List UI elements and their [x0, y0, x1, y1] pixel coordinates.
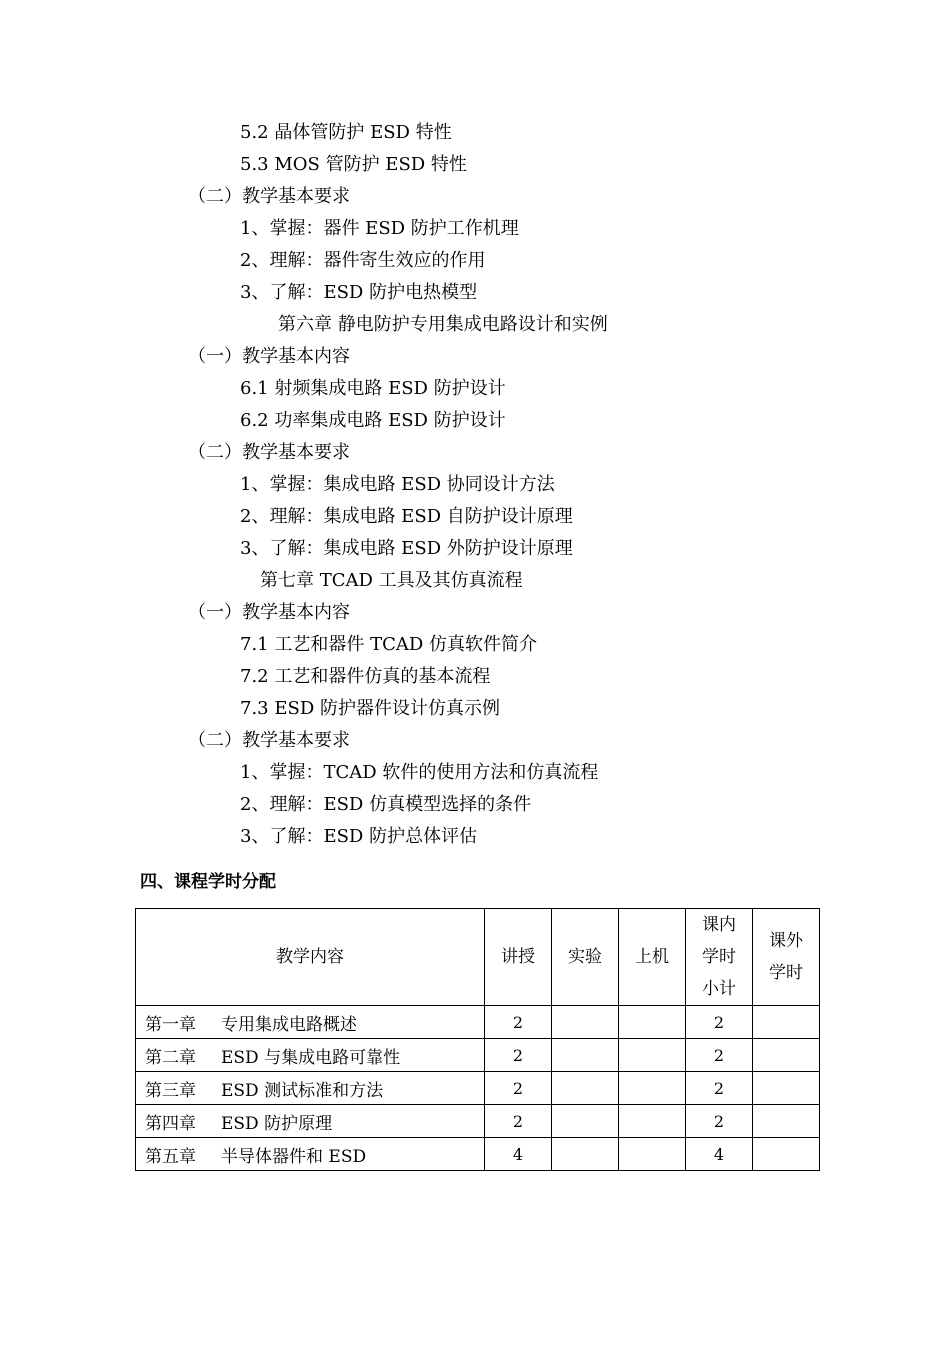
- requirement-item: 2、理解：集成电路 ESD 自防护设计原理: [240, 506, 573, 527]
- requirement-item: 1、掌握：TCAD 软件的使用方法和仿真流程: [240, 762, 599, 783]
- requirement-item: 2、理解：器件寄生效应的作用: [240, 250, 486, 271]
- row-chapter: 第四章: [145, 1113, 196, 1134]
- section-title: 四、课程学时分配: [140, 872, 276, 892]
- row-lab: [552, 1006, 619, 1039]
- row-title: 半导体器件和 ESD: [221, 1146, 367, 1167]
- section-item: 6.1 射频集成电路 ESD 防护设计: [240, 378, 506, 399]
- row-lab: [552, 1138, 619, 1171]
- row-subtotal: 2: [686, 1006, 753, 1039]
- section-item: 5.3 MOS 管防护 ESD 特性: [240, 154, 467, 175]
- subsection-heading: （二）教学基本要求: [188, 442, 350, 463]
- chapter-heading: 第七章 TCAD 工具及其仿真流程: [260, 570, 523, 591]
- header-in-class-line3: 小计: [702, 979, 736, 999]
- row-lecture: 2: [485, 1039, 552, 1072]
- row-computer: [619, 1105, 686, 1138]
- requirement-item: 1、掌握：器件 ESD 防护工作机理: [240, 218, 519, 239]
- row-computer: [619, 1006, 686, 1039]
- header-lecture: 讲授: [485, 909, 552, 1006]
- row-lab: [552, 1072, 619, 1105]
- row-title: 专用集成电路概述: [221, 1014, 357, 1035]
- row-lab: [552, 1039, 619, 1072]
- subsection-heading: （一）教学基本内容: [188, 602, 350, 623]
- row-title: ESD 与集成电路可靠性: [221, 1047, 401, 1068]
- header-lab: 实验: [552, 909, 619, 1006]
- row-outside: [753, 1039, 820, 1072]
- row-computer: [619, 1039, 686, 1072]
- row-lecture: 2: [485, 1006, 552, 1039]
- row-outside: [753, 1006, 820, 1039]
- section-item: 7.2 工艺和器件仿真的基本流程: [240, 666, 491, 687]
- row-content: [136, 1105, 485, 1138]
- row-chapter: 第二章: [145, 1047, 196, 1068]
- header-computer: 上机: [619, 909, 686, 1006]
- subsection-heading: （二）教学基本要求: [188, 730, 350, 751]
- row-lecture: 4: [485, 1138, 552, 1171]
- requirement-item: 1、掌握：集成电路 ESD 协同设计方法: [240, 474, 555, 495]
- row-title: ESD 防护原理: [221, 1113, 333, 1134]
- row-subtotal: 2: [686, 1105, 753, 1138]
- row-subtotal: 4: [686, 1138, 753, 1171]
- table-row: [136, 1138, 820, 1171]
- section-item: 7.3 ESD 防护器件设计仿真示例: [240, 698, 500, 719]
- row-chapter: 第一章: [145, 1014, 196, 1035]
- subsection-heading: （一）教学基本内容: [188, 346, 350, 367]
- chapter-heading: 第六章 静电防护专用集成电路设计和实例: [278, 314, 608, 335]
- row-outside: [753, 1072, 820, 1105]
- row-content: [136, 1072, 485, 1105]
- requirement-item: 3、了解：集成电路 ESD 外防护设计原理: [240, 538, 573, 559]
- row-lab: [552, 1105, 619, 1138]
- row-computer: [619, 1138, 686, 1171]
- table-row: [136, 1105, 820, 1138]
- row-content: [136, 1006, 485, 1039]
- requirement-item: 2、理解：ESD 仿真模型选择的条件: [240, 794, 532, 815]
- section-item: 7.1 工艺和器件 TCAD 仿真软件简介: [240, 634, 537, 655]
- requirement-item: 3、了解：ESD 防护总体评估: [240, 826, 478, 847]
- row-outside: [753, 1105, 820, 1138]
- row-lecture: 2: [485, 1072, 552, 1105]
- row-subtotal: 2: [686, 1039, 753, 1072]
- section-item: 5.2 晶体管防护 ESD 特性: [240, 122, 452, 143]
- row-computer: [619, 1072, 686, 1105]
- header-in-class-hours: [686, 909, 753, 1006]
- row-chapter: 第五章: [145, 1146, 196, 1167]
- header-content: 教学内容: [136, 909, 485, 1006]
- subsection-heading: （二）教学基本要求: [188, 186, 350, 207]
- row-title: ESD 测试标准和方法: [221, 1080, 384, 1101]
- row-outside: [753, 1138, 820, 1171]
- header-in-class-line1: 课内: [702, 915, 736, 935]
- row-content: [136, 1039, 485, 1072]
- header-out-class-hours: [753, 909, 820, 1006]
- table-row: [136, 1039, 820, 1072]
- header-in-class-line2: 学时: [702, 947, 736, 967]
- section-item: 6.2 功率集成电路 ESD 防护设计: [240, 410, 506, 431]
- row-chapter: 第三章: [145, 1080, 196, 1101]
- header-out-class-line2: 学时: [769, 963, 803, 983]
- requirement-item: 3、了解：ESD 防护电热模型: [240, 282, 478, 303]
- table-row: [136, 1006, 820, 1039]
- table-header-row: [136, 909, 820, 1006]
- row-content: [136, 1138, 485, 1171]
- table-row: [136, 1072, 820, 1105]
- row-subtotal: 2: [686, 1072, 753, 1105]
- row-lecture: 2: [485, 1105, 552, 1138]
- header-out-class-line1: 课外: [769, 931, 803, 951]
- hours-table: [135, 908, 820, 1171]
